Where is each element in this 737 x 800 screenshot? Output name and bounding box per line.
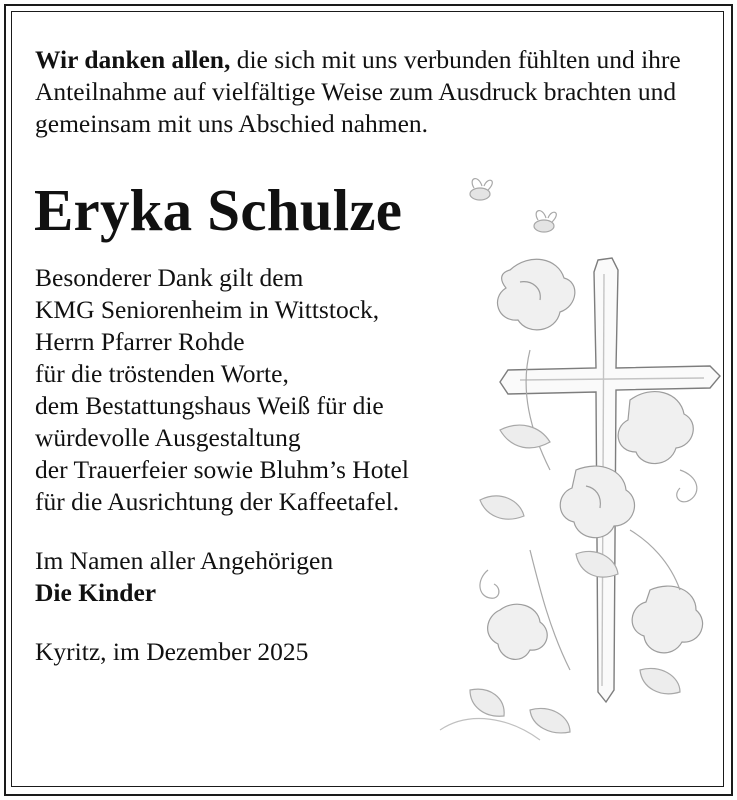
signature-name: Die Kinder	[35, 578, 157, 607]
thanks-line: KMG Seniorenheim in Wittstock,	[35, 295, 380, 324]
signature-line: Im Namen aller Angehörigen	[35, 546, 334, 575]
thanks-line: Besonderer Dank gilt dem	[35, 263, 304, 292]
deceased-name: Eryka Schulze	[34, 177, 403, 243]
thanks-line: der Trauerfeier sowie Bluhm’s Hotel	[35, 455, 409, 484]
thanks-block	[35, 262, 695, 518]
thanks-line: dem Bestattungshaus Weiß für die	[35, 391, 384, 420]
place-date: Kyritz, im Dezember 2025	[35, 637, 309, 666]
thanks-line: für die Ausrichtung der Kaffeetafel.	[35, 487, 400, 516]
notice-text	[35, 44, 695, 668]
intro-text: die sich mit uns verbunden fühlten und ihre Anteilnahme auf vielfältige Weise zum Ausdruck brachten und gemeinsam mit uns Abschied nahmen.	[35, 45, 681, 138]
intro-paragraph	[35, 44, 695, 140]
thanks-line: für die tröstenden Worte,	[35, 359, 289, 388]
intro-bold-lead: Wir danken allen,	[35, 45, 231, 74]
thanks-line: Herrn Pfarrer Rohde	[35, 327, 245, 356]
thanks-line: würdevolle Ausgestaltung	[35, 423, 301, 452]
signature-block	[35, 545, 695, 609]
